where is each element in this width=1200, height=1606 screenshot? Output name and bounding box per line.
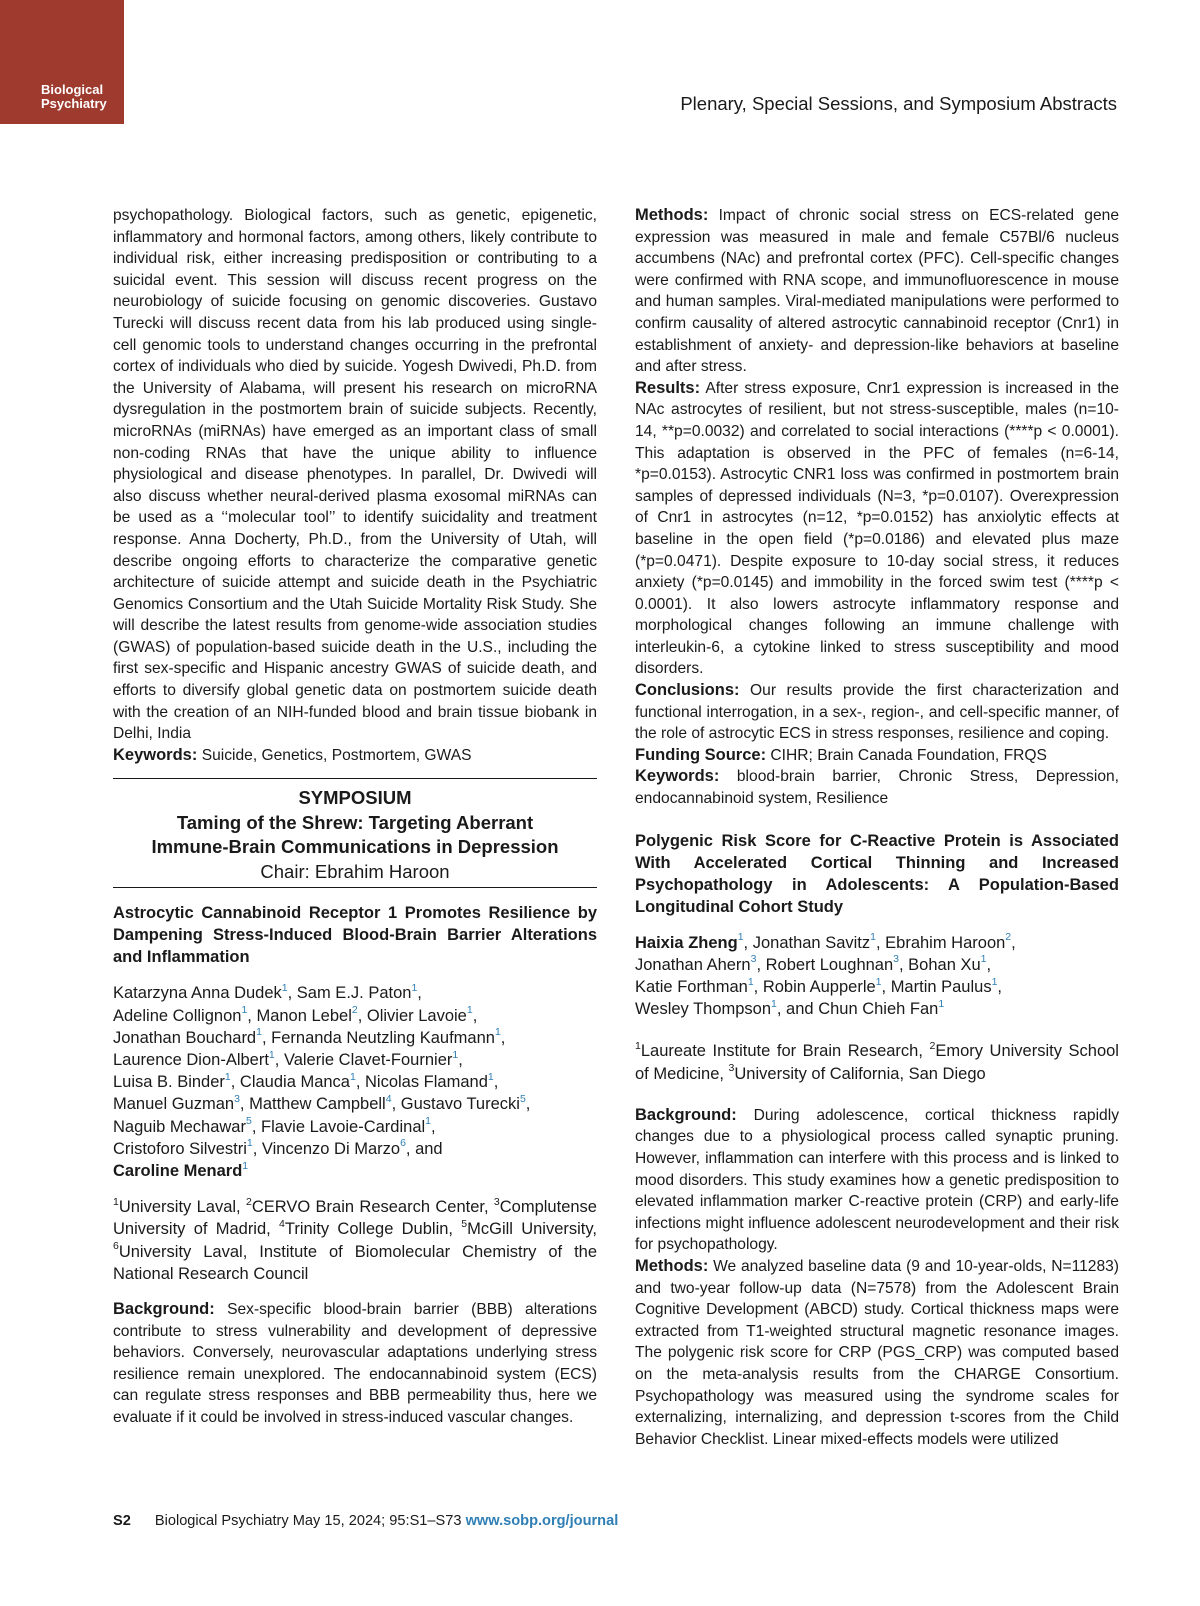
section-rule-bottom (113, 887, 597, 888)
author-separator: , (472, 1006, 478, 1025)
affiliation-name: University Laval, (118, 1198, 246, 1217)
methods-label: Methods: (635, 206, 709, 224)
affiliation-marker: 1 (281, 981, 288, 994)
affiliation-marker: 6 (400, 1137, 406, 1150)
author-name: Jonathan Ahern (635, 955, 751, 974)
author-separator: , (274, 1051, 284, 1070)
affiliation-marker: 1 (256, 1026, 262, 1039)
author-name: Caroline Menard (113, 1162, 243, 1181)
author-name: Katarzyna Anna Dudek (113, 984, 282, 1003)
author-separator: , (899, 955, 909, 974)
author-name: Valerie Clavet-Fournier (283, 1051, 453, 1070)
methods-text: Impact of chronic social stress on ECS-related gene expression was measured in male and female C57Bl/6 nucleus accumbens (NAc) and prefrontal cortex (PFC). Cell-specific changes were confirmed with RNA scope, and immunofluorescence in mouse and human samples. Viral-mediated manipulations were performed to confirm causality of altered astrocytic cannabinoid receptor (Cnr1) in establishment of anxiety- and depression-like behaviors at baseline and after stress. (635, 207, 1119, 376)
funding-text: CIHR; Brain Canada Foundation, FRQS (766, 746, 1047, 764)
affiliation-marker: 6 (113, 1240, 119, 1253)
affiliation-marker: 1 (771, 997, 777, 1010)
affiliation-marker: 1 (938, 997, 945, 1010)
running-head: Plenary, Special Sessions, and Symposium Abstracts (680, 93, 1117, 114)
author-name: Bohan Xu (908, 955, 981, 974)
affiliation-name: Emory University School of Medicine, (635, 1042, 1119, 1083)
affiliation-marker: 1 (241, 1004, 248, 1017)
affiliation-list-2 (635, 1040, 1119, 1084)
methods-2-section (635, 1256, 1119, 1450)
author-name: Cristoforo Silvestri (113, 1139, 247, 1158)
affiliation-marker: 1 (242, 1159, 249, 1172)
affiliation-marker: 3 (893, 953, 899, 966)
affiliation-name: Trinity College Dublin, (284, 1220, 462, 1239)
background-2-label: Background: (635, 1105, 737, 1124)
keywords-text: Suicide, Genetics, Postmortem, GWAS (197, 746, 472, 764)
author-name: Naguib Mechawar (113, 1117, 246, 1136)
author-name: Jonathan Savitz (752, 933, 871, 952)
affiliation-marker: 1 (870, 931, 876, 944)
author-separator: , (391, 1095, 401, 1114)
affiliation-marker: 1 (747, 975, 754, 988)
author-list (113, 982, 597, 1182)
symposium-chair: Chair: Ebrahim Haroon (260, 860, 450, 882)
symposium-title-line-1: Taming of the Shrew: Targeting Aberrant (176, 811, 534, 833)
affiliation-name: University Laval, Institute of Biomolecular Chemistry of the National Research Council (113, 1242, 597, 1283)
author-separator: , (756, 955, 766, 974)
author-name: Ebrahim Haroon (885, 933, 1006, 952)
keywords-label: Keywords: (113, 745, 198, 764)
affiliation-marker: 1 (246, 1137, 253, 1150)
affiliation-marker: 3 (493, 1195, 500, 1208)
page-number: S2 (113, 1513, 131, 1529)
author-separator: , (287, 984, 297, 1003)
affiliation-name: Complutense University of Madrid, (113, 1198, 597, 1239)
affiliation-name: McGill University, (467, 1220, 598, 1239)
background-section (113, 1299, 597, 1429)
logo-line-1: Biological (41, 82, 104, 97)
results-text: After stress exposure, Cnr1 expression is increased in the NAc astrocytes of resilient, but not stress-susceptible, males (n=10-14, **p=0.0032) and correlated to social interactions (****p < 0.0001). This adaptation is observed in the PFC of females (n=6-14, *p=0.0153). Astrocytic CNR1 loss was confirmed in postmortem brain samples of depressed individuals (N=3, *p=0.0107). Overexpression of Cnr1 in astrocytes (n=12, *p=0.0152) has anxiolytic effects at baseline in the open field (*p=0.0186) and elevated plus maze (*p=0.0471). Despite exposure to 10-day social stress, it reduces anxiety (*p=0.0145) and immobility in the forced swim test (****p < 0.0001). It also lowers astrocyte inflammatory response and morphological changes following an immune challenge with interleukin-6, a cytokine linked to stress susceptibility and mood disorders. (635, 379, 1119, 678)
background-2-section (635, 1105, 1119, 1256)
author-separator: , (875, 933, 886, 952)
methods-2-label: Methods: (635, 1257, 709, 1275)
author-name: Flavie Lavoie-Cardinal (261, 1117, 426, 1136)
author-separator: , and (776, 1000, 819, 1019)
journal-link[interactable]: www.sobp.org/journal (465, 1513, 619, 1529)
author-name: Robin Aupperle (762, 978, 876, 997)
affiliation-marker: 1 (487, 1070, 494, 1083)
affiliation-marker: 2 (245, 1195, 252, 1208)
author-name: Nicolas Flamand (365, 1073, 488, 1092)
author-name: Manuel Guzman (113, 1095, 235, 1114)
author-name: Martin Paulus (890, 978, 992, 997)
affiliation-name: Laureate Institute for Brain Research, (640, 1042, 930, 1061)
author-separator: , and (405, 1139, 443, 1158)
symposium-title-line-2: Immune-Brain Communications in Depression (151, 836, 559, 858)
left-keywords (113, 745, 597, 767)
right-column (635, 205, 1119, 1450)
methods-section (635, 205, 1119, 378)
author-separator: , (881, 978, 891, 997)
affiliation-marker: 5 (461, 1217, 468, 1230)
results-section (635, 378, 1119, 680)
author-separator: , (1011, 933, 1016, 952)
author-separator: , (493, 1073, 499, 1092)
author-name: Jonathan Bouchard (113, 1028, 257, 1047)
conclusions-label: Conclusions: (635, 681, 740, 700)
affiliation-marker: 1 (991, 975, 998, 988)
affiliation-marker: 5 (519, 1092, 526, 1105)
author-name: Vincenzo Di Marzo (261, 1139, 401, 1158)
author-name: Robert Loughnan (765, 955, 894, 974)
affiliation-marker: 1 (349, 1070, 356, 1083)
author-separator: , (997, 978, 1003, 997)
keywords-label-2: Keywords: (635, 767, 720, 786)
session-description: psychopathology. Biological factors, such as genetic, epigenetic, inflammatory and hormonal factors, among others, likely contribute to individual risk, either increasing predisposition or contributing to a suicidal event. This session will discuss recent progress on the neurobiology of suicide focusing on genomic discoveries. Gustavo Turecki will discuss recent data from his lab produced using single-cell genomic tools to understand changes occurring in the prefrontal cortex of individuals who died by suicide. Yogesh Dwivedi, Ph.D. from the University of Alabama, will present his research on microRNA dysregulation in the postmortem brain of suicide subjects. Recently, microRNAs (miRNAs) have emerged as an important class of small non-coding RNAs that have the unique ability to influence physiological and disease phenotypes. In parallel, Dr. Dwivedi will also discuss whether neural-derived plasma exosomal miRNAs can be used as a ‘‘molecular tool’’ to identify suicidality and treatment response. Anna Docherty, Ph.D., from the University of Utah, will describe ongoing efforts to characterize the comparative genetic architecture of suicide attempt and suicide death in the Psychiatric Genomics Consortium and the Utah Suicide Mortality Risk Study. She will describe the latest results from genome-wide association studies (GWAS) of population-based suicide death in the U.S., including the first sex-specific and Hispanic ancestry GWAS of suicide death, and efforts to diversify global genetic data on postmortem suicide death with the creation of an NIH-funded blood and brain tissue biobank in Delhi, India (113, 207, 597, 743)
affiliation-marker: 1 (737, 931, 744, 944)
author-separator: , (252, 1139, 262, 1158)
logo-line-2: Psychiatry (41, 96, 107, 111)
background-2-text: During adolescence, cortical thickness rapidly changes due to a physiological process called synaptic pruning. However, inflammation can interfere with this process and is linked to mood disorders. This study examines how a genetic predisposition to elevated inflammation marker C-reactive protein (CRP) and early-life infections might influence adolescent neurodevelopment and their risk for psychopathology. (635, 1106, 1119, 1254)
abstract-title: Astrocytic Cannabinoid Receptor 1 Promotes Resilience by Dampening Stress-Induced Blood-Brain Barrier Alterations and Inflammation (113, 904, 597, 967)
affiliation-marker: 1 (411, 981, 418, 994)
background-text: Sex-specific blood-brain barrier (BBB) alterations contribute to stress vulnerability and development of depressive behaviors. Conversely, neurovascular adaptations underlying stress resilience remain unexplored. The endocannabinoid system (ECS) can regulate stress responses and BBB permeability thus, here we evaluate if it could be involved in stress-induced vascular changes. (113, 1301, 597, 1427)
affiliation-marker: 1 (113, 1195, 119, 1208)
affiliation-marker: 1 (224, 1070, 231, 1083)
author-separator: , (239, 1095, 250, 1114)
affiliation-marker: 1 (466, 1004, 473, 1017)
affiliation-marker: 2 (929, 1039, 936, 1052)
affiliation-name: University of California, San Diego (734, 1064, 986, 1083)
author-list-2 (635, 932, 1119, 1021)
affiliation-marker: 3 (234, 1092, 240, 1105)
author-name: Luisa B. Binder (113, 1073, 225, 1092)
conclusions-section (635, 680, 1119, 745)
affiliation-text (113, 1196, 597, 1285)
author-name: Haixia Zheng (635, 933, 738, 952)
funding-section (635, 745, 1119, 767)
affiliation-marker: 4 (385, 1092, 392, 1105)
affiliation-marker: 3 (750, 953, 757, 966)
affiliation-marker: 1 (875, 975, 882, 988)
affiliation-list (113, 1196, 597, 1285)
author-name: Chun Chieh Fan (818, 1000, 939, 1019)
affiliation-marker: 1 (452, 1048, 459, 1061)
affiliation-marker: 2 (1005, 931, 1012, 944)
affiliation-marker: 1 (494, 1026, 501, 1039)
affiliation-marker: 3 (728, 1062, 735, 1075)
abstract-2-title: Polygenic Risk Score for C-Reactive Protein is Associated With Accelerated Cortical Thinning and Increased Psychopathology in Adolescents: A Population-Based Longitudinal Cohort Study (635, 831, 1119, 916)
affiliation-name: CERVO Brain Research Center, (251, 1198, 494, 1217)
conclusions-text: Our results provide the first characterization and functional interrogation, in a sex-, region-, and cell-specific manner, of the role of astrocytic ECS in stress responses, resilience and coping. (635, 682, 1119, 743)
affiliation-marker: 4 (279, 1217, 285, 1230)
affiliation-marker: 5 (245, 1115, 252, 1128)
author-name: Wesley Thompson (635, 1000, 772, 1019)
author-separator: , (500, 1028, 506, 1047)
author-separator: , (743, 933, 753, 952)
logo-text (41, 83, 107, 111)
affiliation-marker: 1 (268, 1048, 275, 1061)
author-name: Sam E.J. Paton (296, 984, 412, 1003)
affiliation-marker: 1 (635, 1039, 641, 1052)
author-separator: , (417, 984, 422, 1003)
journal-logo (0, 0, 124, 124)
affiliation-text (635, 1040, 1119, 1084)
results-label: Results: (635, 378, 701, 397)
author-name: Fernanda Neutzling Kaufmann (271, 1028, 495, 1047)
affiliation-marker: 1 (425, 1115, 432, 1128)
funding-label: Funding Source: (635, 745, 767, 764)
author-separator: , (458, 1051, 463, 1070)
author-name: Laurence Dion-Albert (113, 1051, 269, 1070)
left-column (113, 205, 597, 1429)
author-name: Olivier Lavoie (366, 1006, 467, 1025)
author-separator: , (525, 1095, 531, 1114)
author-separator: , (986, 955, 992, 974)
right-keywords (635, 766, 1119, 809)
footer-citation: Biological Psychiatry May 15, 2024; 95:S1–S73 (154, 1513, 466, 1529)
page-footer (113, 1513, 618, 1529)
methods-2-text: We analyzed baseline data (9 and 10-year-olds, N=11283) and two-year follow-up data (N=7578) from the Adolescent Brain Cognitive Development (ABCD) study. Cortical thickness maps were extracted from T1-weighted structural magnetic resonance images. The polygenic risk score for CRP (PGS_CRP) was computed based on the meta-analysis results from the CHARGE Consortium. Psychopathology was measured using the syndrome scales for externalizing, internalizing, and depression t-scores from the Child Behavior Checklist. Linear mixed-effects models were utilized (635, 1258, 1119, 1448)
author-separator: , (230, 1073, 240, 1092)
author-separator: , (355, 1073, 365, 1092)
keywords-text-2: blood-brain barrier, Chronic Stress, Depression, endocannabinoid system, Resilience (635, 768, 1119, 808)
author-separator: , (753, 978, 763, 997)
author-name: Katie Forthman (635, 978, 748, 997)
author-separator: , (251, 1117, 261, 1136)
author-separator: , (431, 1117, 436, 1136)
background-label: Background: (113, 1300, 215, 1319)
symposium-label: SYMPOSIUM (298, 787, 412, 809)
affiliation-marker: 2 (351, 1004, 358, 1017)
affiliation-marker: 1 (980, 953, 987, 966)
author-name: Adeline Collignon (113, 1006, 242, 1025)
symposium-heading (113, 779, 597, 884)
author-separator: , (357, 1006, 367, 1025)
author-name: Manon Lebel (256, 1006, 352, 1025)
author-separator: , (247, 1006, 257, 1025)
author-name: Matthew Campbell (249, 1095, 386, 1114)
author-name: Gustavo Turecki (400, 1095, 520, 1114)
author-name: Claudia Manca (239, 1073, 350, 1092)
author-separator: , (261, 1028, 272, 1047)
